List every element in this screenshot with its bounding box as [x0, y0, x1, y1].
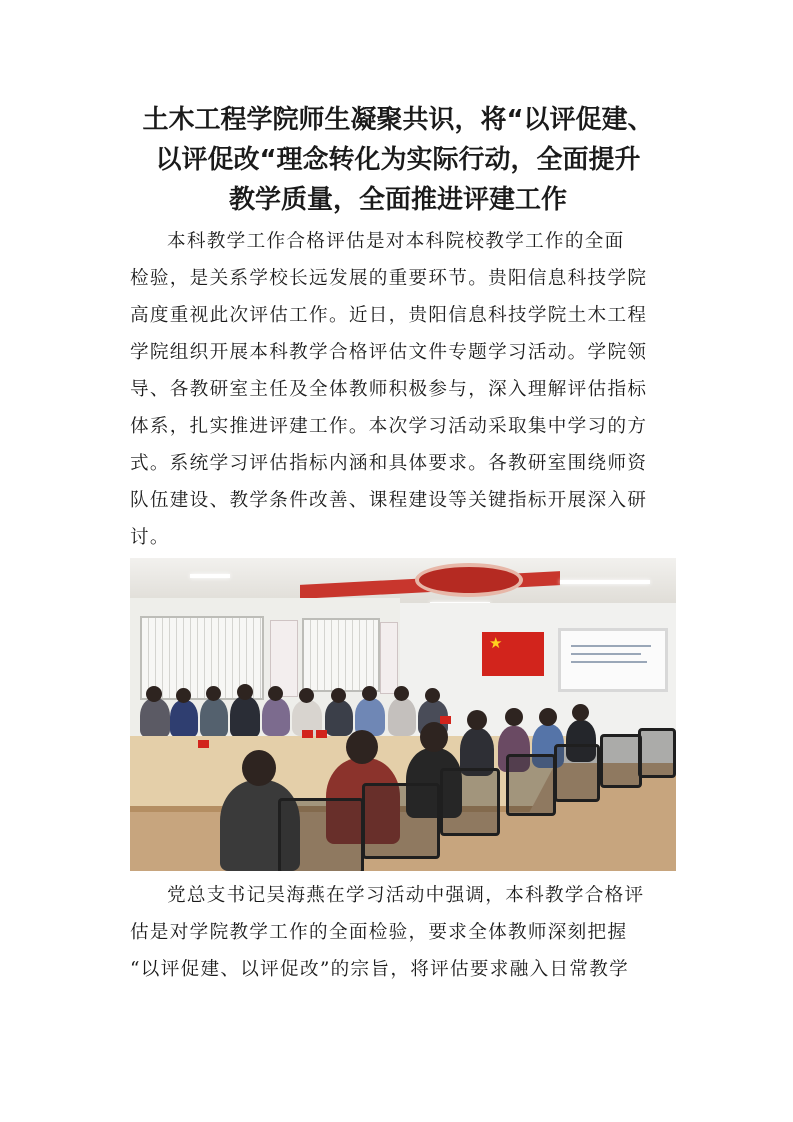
projection-screen [558, 628, 668, 692]
attendee-head [467, 710, 487, 730]
paragraph-line: 党总支书记吴海燕在学习活动中强调，本科教学合格评 [167, 885, 645, 906]
desk-flag [316, 730, 327, 738]
ceiling-light [190, 574, 230, 578]
paragraph-line: 检验，是关系学校长远发展的重要环节。贵阳信息科技学院 [130, 268, 648, 289]
attendee-head [572, 704, 589, 721]
paragraph-line: “以评促建、以评促改”的宗旨，将评估要求融入日常教学 [130, 959, 630, 980]
desk-flag [198, 740, 209, 748]
attendee-head [176, 688, 191, 703]
screen-text-line [571, 653, 641, 655]
paragraph-line: 导、各教研室主任及全体教师积极参与，深入理解评估指标 [130, 379, 648, 400]
attendee-head [362, 686, 377, 701]
attendee-head [268, 686, 283, 701]
attendee [325, 700, 353, 736]
chair [506, 754, 556, 816]
chair [278, 798, 364, 871]
paragraph-intro [130, 223, 675, 556]
desk-flag [302, 730, 313, 738]
desk-flag [440, 716, 451, 724]
attendee-head [299, 688, 314, 703]
attendee-head [146, 686, 162, 702]
chair [362, 783, 440, 859]
attendee-head [425, 688, 440, 703]
screen-text-line [571, 645, 651, 647]
attendee-head [331, 688, 346, 703]
chair [554, 744, 600, 802]
attendee [230, 696, 260, 738]
attendee-head [394, 686, 409, 701]
window [302, 618, 380, 692]
attendee-head [206, 686, 221, 701]
attendee-head [346, 730, 378, 764]
chair [638, 728, 676, 778]
paragraph-line: 本科教学工作合格评估是对本科院校教学工作的全面 [167, 231, 625, 252]
attendee [388, 698, 416, 736]
chair [600, 734, 642, 788]
paragraph-line: 讨。 [130, 527, 170, 548]
attendee-head [420, 722, 448, 752]
attendee [170, 700, 198, 738]
attendee [262, 698, 290, 736]
attendee-head [539, 708, 557, 726]
attendee [200, 698, 228, 738]
attendee-head [242, 750, 276, 786]
paragraph-remarks [130, 877, 675, 988]
attendee [140, 698, 170, 738]
screen-text-line [571, 661, 647, 663]
paragraph-line: 学院组织开展本科教学合格评估文件专题学习活动。学院领 [130, 342, 648, 363]
national-flag [482, 632, 544, 676]
paragraph-line: 体系，扎实推进评建工作。本次学习活动采取集中学习的方 [130, 416, 648, 437]
attendee-head [505, 708, 523, 726]
title-line: 教学质量，全面推进评建工作 [228, 185, 567, 215]
wall-banner [380, 622, 398, 694]
paragraph-line: 队伍建设、教学条件改善、课程建设等关键指标开展深入研 [130, 490, 648, 511]
meeting-photo [130, 558, 676, 871]
title-line: 以评促改“理念转化为实际行动，全面提升 [155, 145, 641, 175]
ceiling-emblem [415, 563, 523, 597]
paragraph-line: 估是对学院教学工作的全面检验，要求全体教师深刻把握 [130, 922, 628, 943]
article-title [118, 100, 678, 220]
star-icon: ★ [489, 634, 503, 652]
ceiling-light [560, 580, 650, 584]
paragraph-line: 高度重视此次评估工作。近日，贵阳信息科技学院土木工程 [130, 305, 648, 326]
attendee-head [237, 684, 253, 700]
title-line: 土木工程学院师生凝聚共识，将“以评促建、 [142, 105, 654, 135]
chair [440, 768, 500, 836]
paragraph-line: 式。系统学习评估指标内涵和具体要求。各教研室围绕师资 [130, 453, 648, 474]
